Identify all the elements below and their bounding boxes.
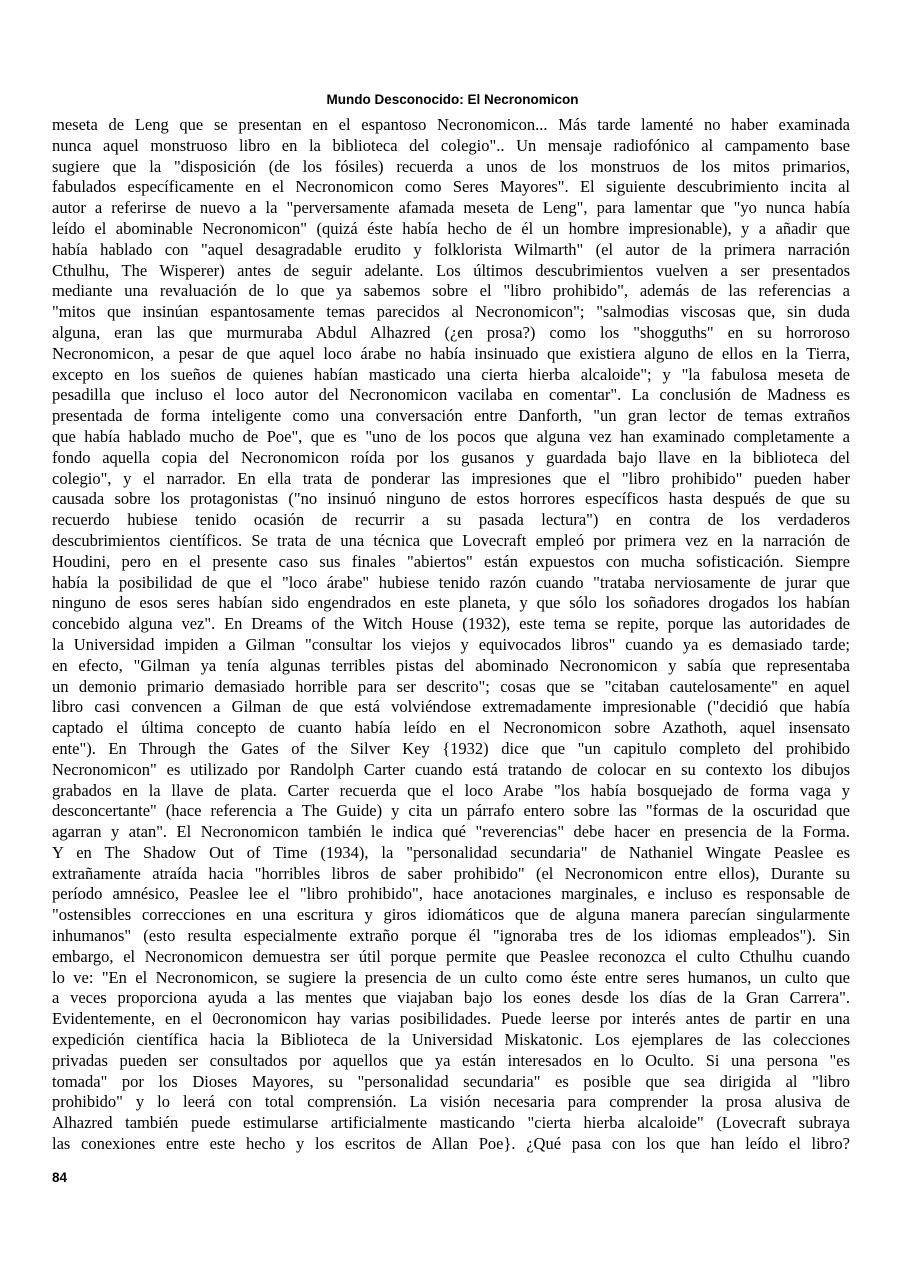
running-header: Mundo Desconocido: El Necronomicon bbox=[326, 92, 579, 107]
text-line: sugiere que la "disposición (de los fósiles) recuerda a unos de los monstruos de los mitos primarios, bbox=[52, 156, 850, 176]
text-line: Y en The Shadow Out of Time (1934), la "personalidad secundaria" de Nathaniel Wingate Peaslee es bbox=[52, 842, 850, 862]
text-line: extrañamente atraída hacia "horribles libros de saber prohibido" (el Necronomicon entre ellos), Durante su bbox=[52, 863, 850, 883]
text-line: Alhazred también puede estimularse artificialmente masticando "cierta hierba alcaloide" (Lovecraft subraya bbox=[52, 1113, 850, 1133]
text-line: ente"). En Through the Gates of the Silver Key {1932) dice que "un capitulo completo del prohibido bbox=[52, 738, 850, 758]
text-line: recuerdo hubiese tenido ocasión de recurrir a su pasada lectura") en contra de los verdaderos bbox=[52, 510, 850, 530]
text-line: concebido alguna vez". En Dreams of the Witch House (1932), este tema se repite, porque las autoridades de bbox=[52, 614, 850, 634]
text-line: mediante una revaluación de lo que ya sabemos sobre el "libro prohibido", además de las referencias a bbox=[52, 281, 850, 301]
text-line: meseta de Leng que se presentan en el espantoso Necronomicon... Más tarde lamenté no haber examinada bbox=[52, 115, 850, 134]
text-line: a veces proporciona ayuda a las mentes que viajaban bajo los eones desde los días de la Gran Carrera". bbox=[52, 988, 850, 1008]
text-line: un demonio primario demasiado horrible para ser descrito"; cosas que se "citaban cautelosamente" en aquel bbox=[52, 676, 850, 696]
text-line: que había hablado mucho de Poe", que es "uno de los pocos que alguna vez han examinado completamente a bbox=[52, 426, 850, 446]
text-line: Houdini, pero en el presente caso sus finales "abiertos" están expuestos con mucha sofisticación. Siempre bbox=[52, 551, 850, 571]
text-line: Necronomicon, a pesar de que aquel loco árabe no había insinuado que existiera alguno de ellos en la Tierra, bbox=[52, 343, 850, 363]
text-line: Evidentemente, en el 0ecronomicon hay varias posibilidades. Puede leerse por interés antes de partir en una bbox=[52, 1009, 850, 1029]
text-line: excepto en los sueños de quienes habían masticado una cierta hierba alcaloide"; y "la fabulosa meseta de bbox=[52, 364, 850, 384]
text-line: fondo aquella copia del Necronomicon roída por los gusanos y guardada bajo llave en la biblioteca del bbox=[52, 447, 850, 467]
text-line: la Universidad impiden a Gilman "consultar los viejos y equivocados libros" cuando ya es demasiado tarde; bbox=[52, 634, 850, 654]
text-line: había hablado con "aquel desagradable erudito y folklorista Wilmarth" (el autor de la primera narración bbox=[52, 239, 850, 259]
text-line: en efecto, "Gilman ya tenía algunas terribles pistas del abominado Necronomicon y sabía que representaba bbox=[52, 655, 850, 675]
text-line: privadas pueden ser consultados por aquellos que ya están interesados en lo Oculto. Si una persona "es bbox=[52, 1050, 850, 1070]
text-line: período amnésico, Peaslee lee el "libro prohibido", hace anotaciones marginales, e incluso es responsable de bbox=[52, 884, 850, 904]
text-line: alguna, eran las que murmuraba Abdul Alhazred (¿en prosa?) como los "shogguths" en su horroroso bbox=[52, 322, 850, 342]
text-line: leído el abominable Necronomicon" (quizá éste había hecho de él un hombre impresionable), y a añadir que bbox=[52, 218, 850, 238]
text-line: ninguno de esos seres habían sido engendrados en este planeta, y que sólo los soñadores drogados los habían bbox=[52, 593, 850, 613]
text-line: tomada" por los Dioses Mayores, su "personalidad secundaria" es posible que sea dirigida al "libro bbox=[52, 1071, 850, 1091]
text-line: descubrimientos científicos. Se trata de una técnica que Lovecraft empleó por primera vez en la narración de bbox=[52, 530, 850, 550]
text-line: agarran y atan". El Necronomicon también le indica qué "reverencias" debe hacer en presencia de la Forma. bbox=[52, 822, 850, 842]
text-line: colegio", y el narrador. En ella trata de ponderar las impresiones que el "libro prohibido" pueden haber bbox=[52, 468, 850, 488]
text-line: inhumanos" (esto resulta especialmente extraño porque él "ignoraba tres de los idiomas empleados"). Sin bbox=[52, 926, 850, 946]
text-line: Cthulhu, The Wisperer) antes de seguir adelante. Los últimos descubrimientos vuelven a ser presentados bbox=[52, 260, 850, 280]
text-line: las conexiones entre este hecho y los escritos de Allan Poe}. ¿Qué pasa con los que han leído el libro? bbox=[52, 1134, 850, 1154]
text-line: pesadilla que incluso el loco autor del Necronomicon vacilaba en comentar". La conclusión de Madness es bbox=[52, 385, 850, 405]
text-line: libro casi convencen a Gilman de que está volviéndose extremadamente impresionable ("decidió que había bbox=[52, 697, 850, 717]
text-line: prohibido" y lo leerá con total comprensión. La visión necesaria para comprender la prosa alusiva de bbox=[52, 1092, 850, 1112]
text-line: captado el última concepto de cuanto había leído en el Necronomicon sobre Azathoth, aquel insensato bbox=[52, 718, 850, 738]
text-line: causada sobre los protagonistas ("no insinuó ninguno de estos horrores específicos hasta después de que su bbox=[52, 489, 850, 509]
text-line: embargo, el Necronomicon demuestra ser útil porque permite que Peaslee reconozca el culto Cthulhu cuando bbox=[52, 946, 850, 966]
text-line: Necronomicon" es utilizado por Randolph Carter cuando está tratando de colocar en su contexto los dibujos bbox=[52, 759, 850, 779]
text-line: autor a referirse de nuevo a la "perversamente afamada meseta de Leng", para lamentar que "yo nunca había bbox=[52, 198, 850, 218]
text-line: lo ve: "En el Necronomicon, se sugiere la presencia de un culto como éste entre seres humanos, un culto que bbox=[52, 967, 850, 987]
text-line: expedición científica hacia la Biblioteca de la Universidad Miskatonic. Los ejemplares de las colecciones bbox=[52, 1030, 850, 1050]
text-line: grabados en la llave de plata. Carter recuerda que el loco Arabe "los había bosquejado de forma vaga y bbox=[52, 780, 850, 800]
body-text bbox=[52, 115, 850, 1155]
text-line: "mitos que insinúan espantosamente temas parecidos al Necronomicon"; "salmodias viscosas que, sin duda bbox=[52, 302, 850, 322]
text-line: había la posibilidad de que el "loco árabe" hubiese tenido razón cuando "trataba nerviosamente de jurar que bbox=[52, 572, 850, 592]
text-line: nunca aquel monstruoso libro en la biblioteca del colegio".. Un mensaje radiofónico al campamento base bbox=[52, 135, 850, 155]
text-line: presentada de forma inteligente como una conversación entre Danforth, "un gran lector de temas extraños bbox=[52, 406, 850, 426]
text-line: desconcertante" (hace referencia a The Guide) y cita un párrafo entero sobre las "formas de la oscuridad que bbox=[52, 801, 850, 821]
text-line: fabulados específicamente en el Necronomicon como Seres Mayores". El siguiente descubrimiento incita al bbox=[52, 177, 850, 197]
page-number: 84 bbox=[52, 1170, 68, 1185]
text-line: "ostensibles correcciones en una escritura y giros idiomáticos que de alguna manera parecían singularmente bbox=[52, 905, 850, 925]
